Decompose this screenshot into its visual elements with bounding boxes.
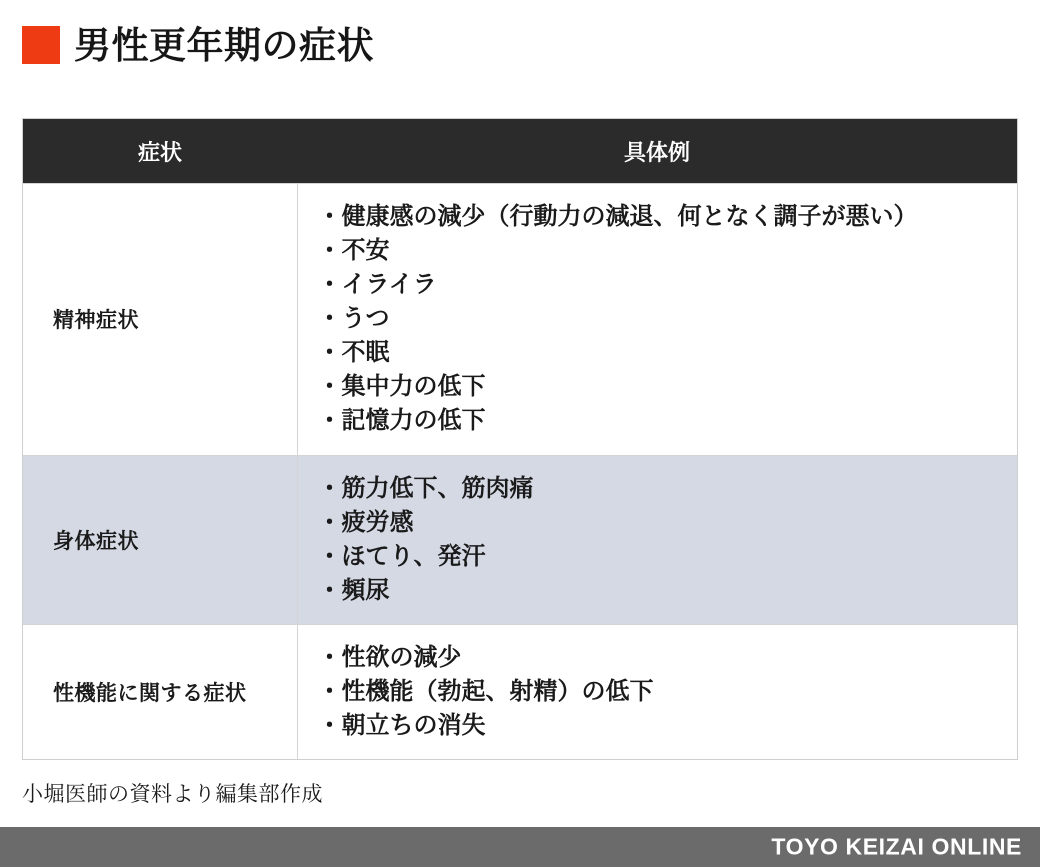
list-item: ・ 性欲の減少 — [318, 641, 1006, 675]
table-body — [23, 184, 1017, 760]
example-list — [318, 472, 1006, 608]
list-item: ・ うつ — [318, 302, 1006, 336]
list-item: ・ 朝立ちの消失 — [318, 709, 1006, 743]
cell-symptom-examples — [297, 184, 1017, 456]
cell-symptom-category: 精神症状 — [23, 184, 297, 456]
cell-symptom-category: 身体症状 — [23, 455, 297, 624]
list-item: ・ 性機能（勃起、射精）の低下 — [318, 675, 1006, 709]
example-list — [318, 641, 1006, 743]
table-row — [23, 184, 1017, 456]
footer-bar — [0, 827, 1040, 867]
title-marker-icon — [22, 26, 60, 64]
list-item: ・ 筋力低下、筋肉痛 — [318, 472, 1006, 506]
symptom-table-container — [22, 118, 1018, 760]
table-row — [23, 455, 1017, 624]
list-item: ・ 不眠 — [318, 336, 1006, 370]
list-item: ・ 記憶力の低下 — [318, 404, 1006, 438]
cell-symptom-examples — [297, 455, 1017, 624]
cell-symptom-examples — [297, 624, 1017, 759]
source-caption: 小堀医師の資料より編集部作成 — [22, 783, 323, 806]
list-item: ・ 集中力の低下 — [318, 370, 1006, 404]
list-item: ・ 頻尿 — [318, 574, 1006, 608]
list-item: ・ 不安 — [318, 234, 1006, 268]
page-title — [22, 26, 374, 64]
symptom-table — [23, 119, 1017, 759]
page-title-text: 男性更年期の症状 — [74, 24, 374, 66]
list-item: ・ ほてり、発汗 — [318, 540, 1006, 574]
footer-brand: TOYO KEIZAI ONLINE — [771, 833, 1022, 860]
table-header-row — [23, 119, 1017, 184]
example-list — [318, 200, 1006, 439]
list-item: ・ 疲労感 — [318, 506, 1006, 540]
cell-symptom-category: 性機能に関する症状 — [23, 624, 297, 759]
list-item: ・ 健康感の減少（行動力の減退、何となく調子が悪い） — [318, 200, 1006, 234]
table-header — [23, 119, 1017, 184]
column-header-example: 具体例 — [297, 119, 1017, 184]
column-header-symptom: 症状 — [23, 119, 297, 184]
list-item: ・ イライラ — [318, 268, 1006, 302]
table-row — [23, 624, 1017, 759]
